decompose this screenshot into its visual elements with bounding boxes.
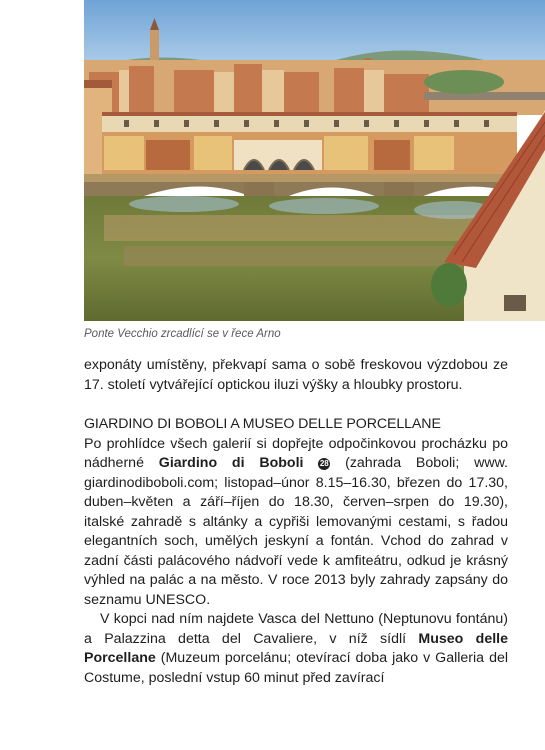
- intro-paragraph: exponáty umístěny, překvapí sama o sobě freskovou výzdobou ze 17. století vytvářející optickou iluzi výšky a hloubky prostoru.: [84, 357, 508, 393]
- p2-text-before: V kopci nad ním najdete Vasca del Nettuno (Neptunovu fontánu) a Palazzina detta del Cavaliere, v níž sídlí: [84, 611, 508, 647]
- p1-text-after: (zahrada Boboli; www. giardinodiboboli.com; listopad–únor 8.15–16.30, březen do 17.30, duben–květen a září–říjen do 18.30, červen–srpen do 19.30), italské zahradě s altánky a cypřiši lemovanými cestami, s řadou elegantních soch, umělých jeskyní a fontán. Vchod do zahrad v zadní části palácového nádvoří vede k amfiteátru, odkud je krásný výhled na palác a na město. V roce 2013 byly zahrady zapsány do seznamu UNESCO.: [84, 455, 508, 608]
- photo-caption: Ponte Vecchio zrcadlící se v řece Arno: [84, 328, 281, 340]
- map-reference-badge: 28: [319, 459, 329, 468]
- museo-delle-porcellane-bold: Museo delle Porcellane: [84, 630, 508, 666]
- photo-ponte-vecchio: [84, 0, 545, 321]
- p1-text-before: Po prohlídce všech galerií si dopřejte odpočinkovou procházku po nádherné: [84, 435, 508, 471]
- paragraph-boboli: [84, 435, 508, 611]
- p2-text-after: (Muzeum porcelánu; otevírací doba jako v Galleria del Costume, poslední vstup 60 minut před zavírací: [84, 650, 508, 686]
- article-body: [84, 356, 508, 688]
- section-heading: GIARDINO DI BOBOLI A MUSEO DELLE PORCELLANE: [84, 416, 441, 432]
- giardino-di-boboli-bold: Giardino di Boboli: [158, 455, 304, 471]
- ponte-vecchio-illustration: [84, 0, 545, 321]
- paragraph-porcellane: [84, 610, 508, 688]
